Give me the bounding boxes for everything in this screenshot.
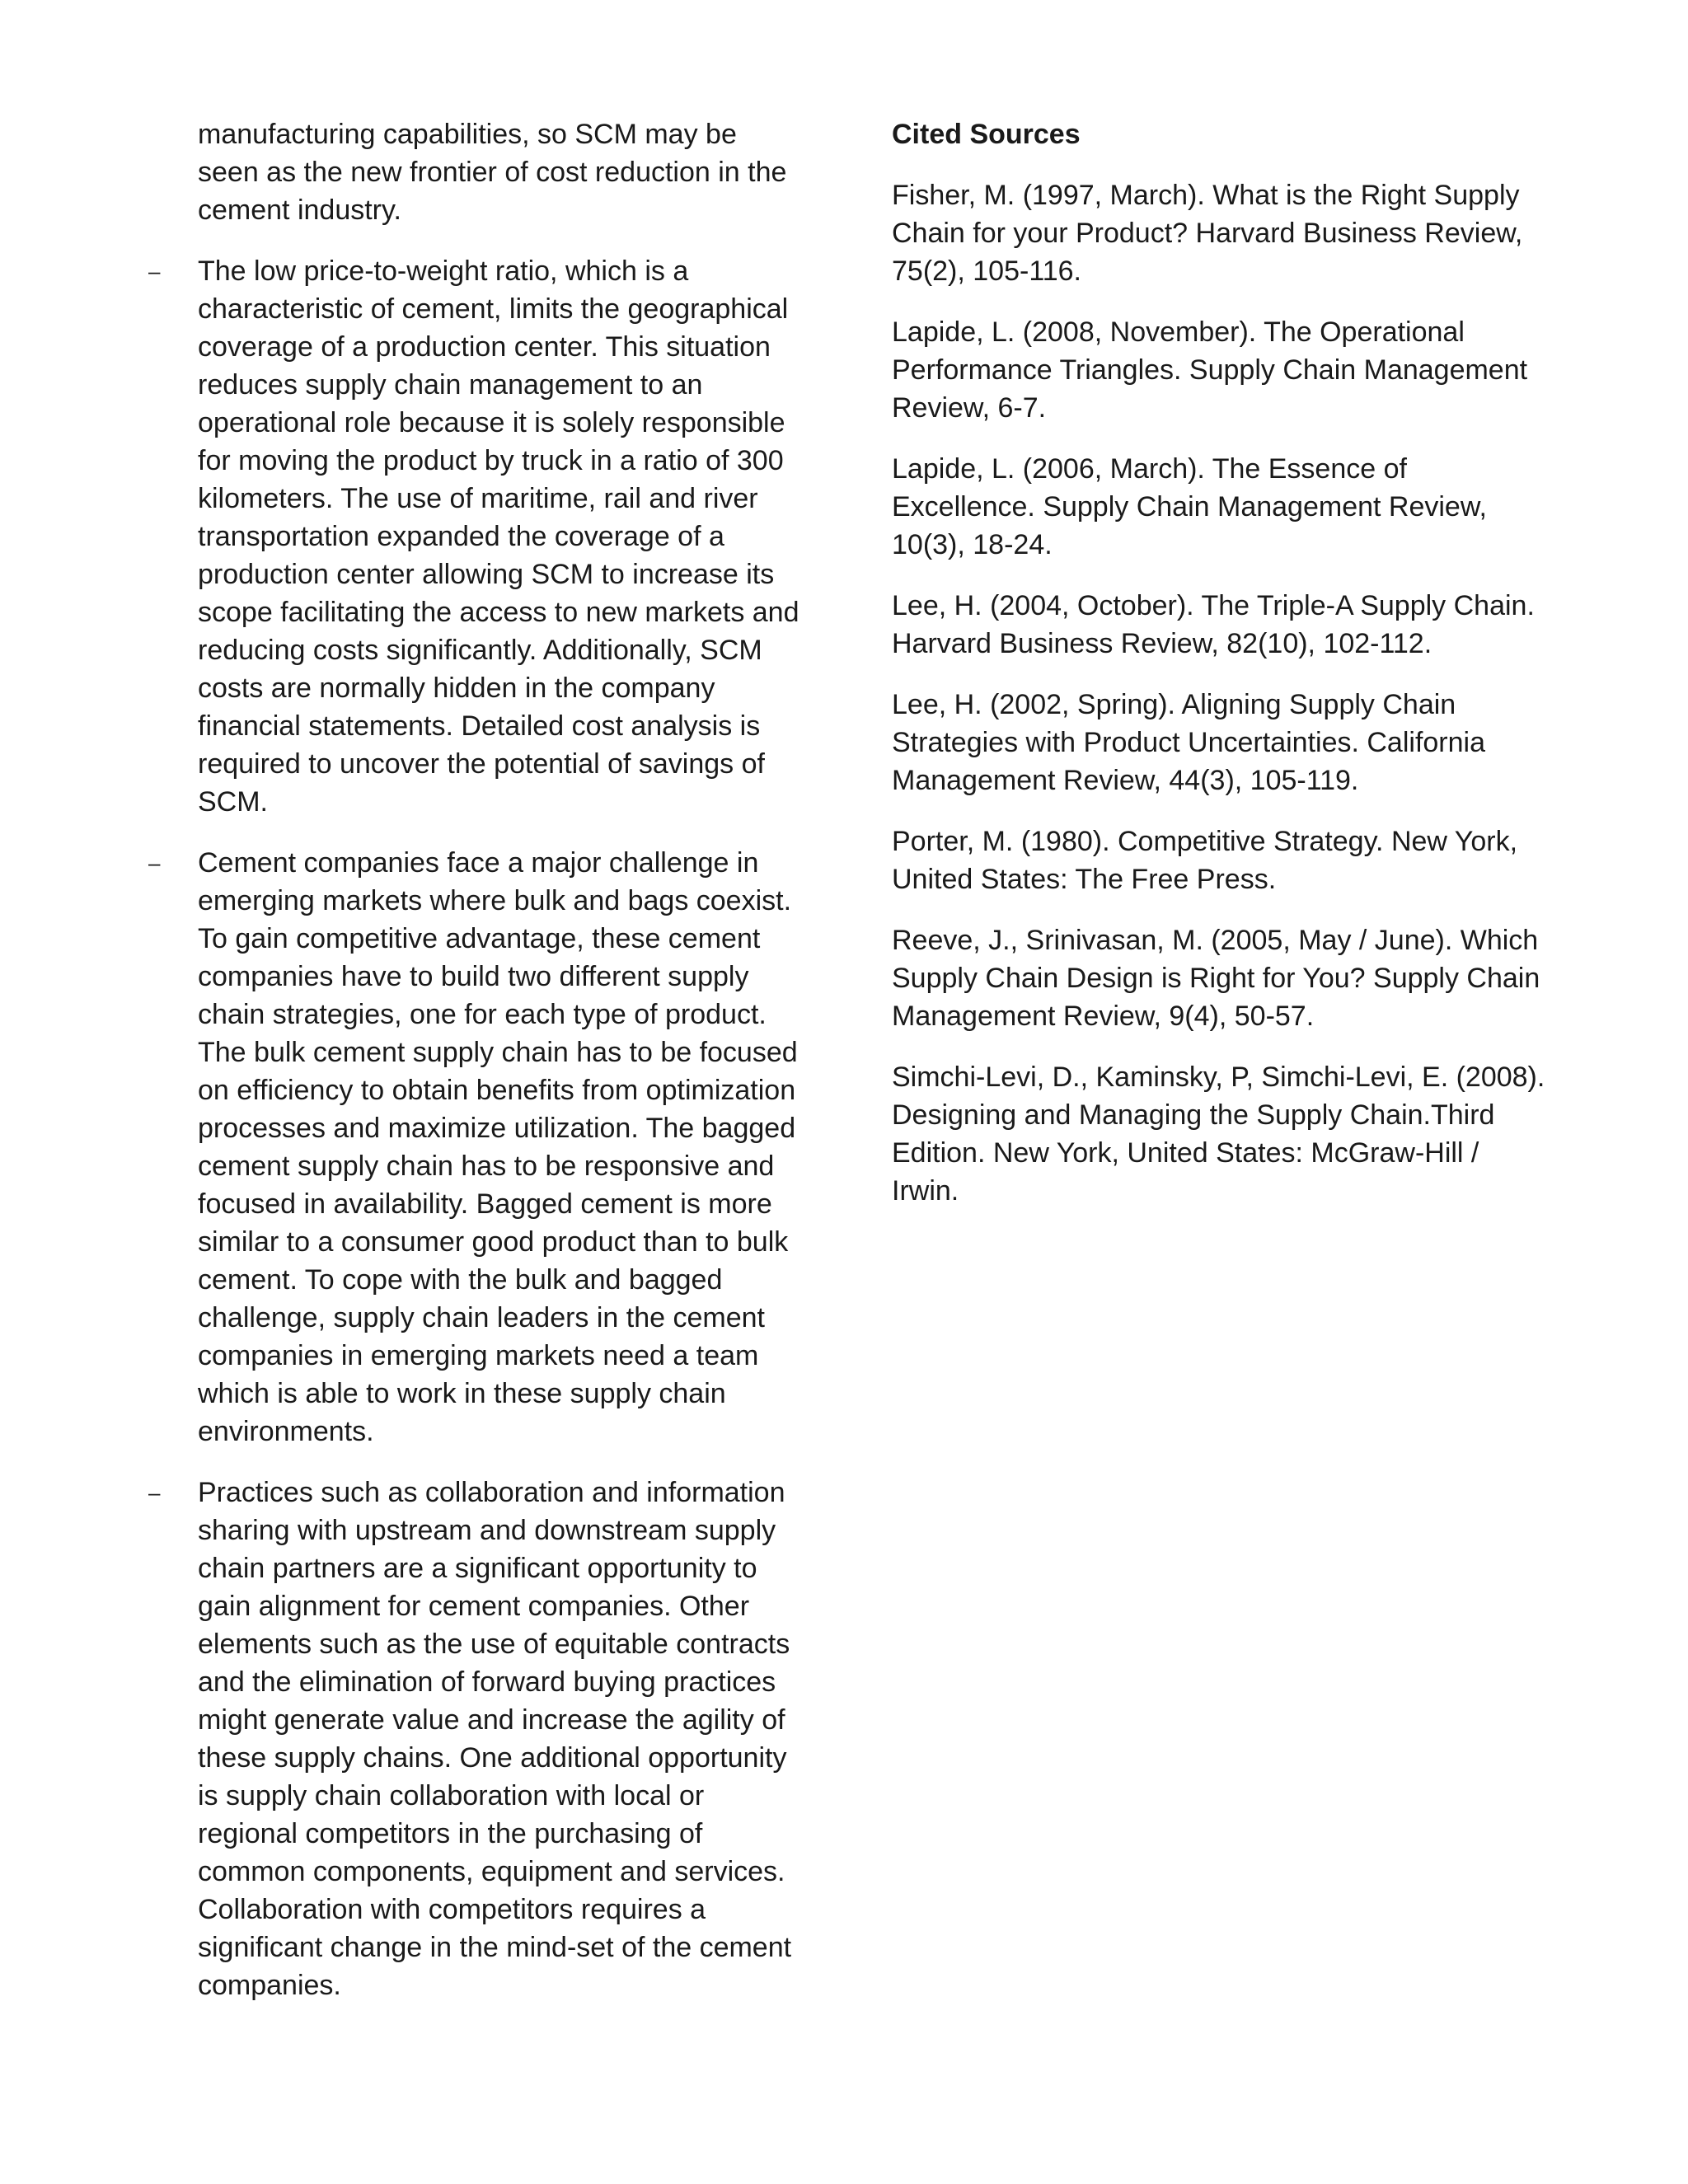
reference-simchi-levi-2008: Simchi-Levi, D., Kaminsky, P, Simchi-Levi, E. (2008). Designing and Managing the Supply Chain.Third Edition. New York, United States: McGraw-Hill / Irwin.: [892, 1062, 1545, 1207]
bullet-item-price-to-weight: [148, 252, 799, 821]
dash-bullet-icon: –: [148, 1480, 161, 1505]
left-column: [148, 115, 799, 2027]
bullet-item-bulk-and-bags: [148, 844, 799, 1451]
reference-lapide-2006: Lapide, L. (2006, March). The Essence of Excellence. Supply Chain Management Review, 10(3), 18-24.: [892, 453, 1487, 560]
dash-bullet-icon: –: [148, 259, 161, 284]
continuation-paragraph: manufacturing capabilities, so SCM may be seen as the new frontier of cost reduction in the cement industry.: [198, 119, 787, 226]
reference-fisher-1997: Fisher, M. (1997, March). What is the Right Supply Chain for your Product? Harvard Business Review, 75(2), 105-116.: [892, 180, 1523, 287]
bullet-text: Practices such as collaboration and information sharing with upstream and downstream supply chain partners are a significant opportunity to gain alignment for cement companies. Other elements such as the use of equitable contracts and the elimination of forward buying practices might generate value and increase the agility of these supply chains. One additional opportunity is supply chain collaboration with local or regional competitors in the purchasing of common components, equipment and services. Collaboration with competitors requires a significant change in the mind-set of the cement companies.: [198, 1477, 792, 2001]
right-column: [892, 115, 1551, 1233]
reference-reeve-2005: Reeve, J., Srinivasan, M. (2005, May / June). Which Supply Chain Design is Right for You? Supply Chain Management Review, 9(4), 50-57.: [892, 925, 1540, 1032]
dash-bullet-icon: –: [148, 851, 161, 875]
bullet-text: Cement companies face a major challenge in emerging markets where bulk and bags coexist. To gain competitive advantage, these cement companies have to build two different supply chain strategies, one for each type of product. The bulk cement supply chain has to be focused on efficiency to obtain benefits from optimization processes and maximize utilization. The bagged cement supply chain has to be responsive and focused in availability. Bagged cement is more similar to a consumer good product than to bulk cement. To cope with the bulk and bagged challenge, supply chain leaders in the cement companies in emerging markets need a team which is able to work in these supply chain environments.: [198, 847, 798, 1447]
reference-lapide-2008: Lapide, L. (2008, November). The Operational Performance Triangles. Supply Chain Management Review, 6-7.: [892, 316, 1528, 424]
reference-lee-2002: Lee, H. (2002, Spring). Aligning Supply Chain Strategies with Product Uncertainties. California Management Review, 44(3), 105-119.: [892, 689, 1485, 796]
reference-lee-2004: Lee, H. (2004, October). The Triple-A Supply Chain. Harvard Business Review, 82(10), 102-112.: [892, 590, 1535, 659]
bullet-item-collaboration: [148, 1474, 799, 2004]
bullet-text: The low price-to-weight ratio, which is a characteristic of cement, limits the geographical coverage of a production center. This situation reduces supply chain management to an operational role because it is solely responsible for moving the product by truck in a ratio of 300 kilometers. The use of maritime, rail and river transportation expanded the coverage of a production center allowing SCM to increase its scope facilitating the access to new markets and reducing costs significantly. Additionally, SCM costs are normally hidden in the company financial statements. Detailed cost analysis is required to uncover the potential of savings of SCM.: [198, 255, 799, 818]
reference-porter-1980: Porter, M. (1980). Competitive Strategy. New York, United States: The Free Press.: [892, 826, 1518, 895]
cited-sources-heading: Cited Sources: [892, 119, 1081, 150]
